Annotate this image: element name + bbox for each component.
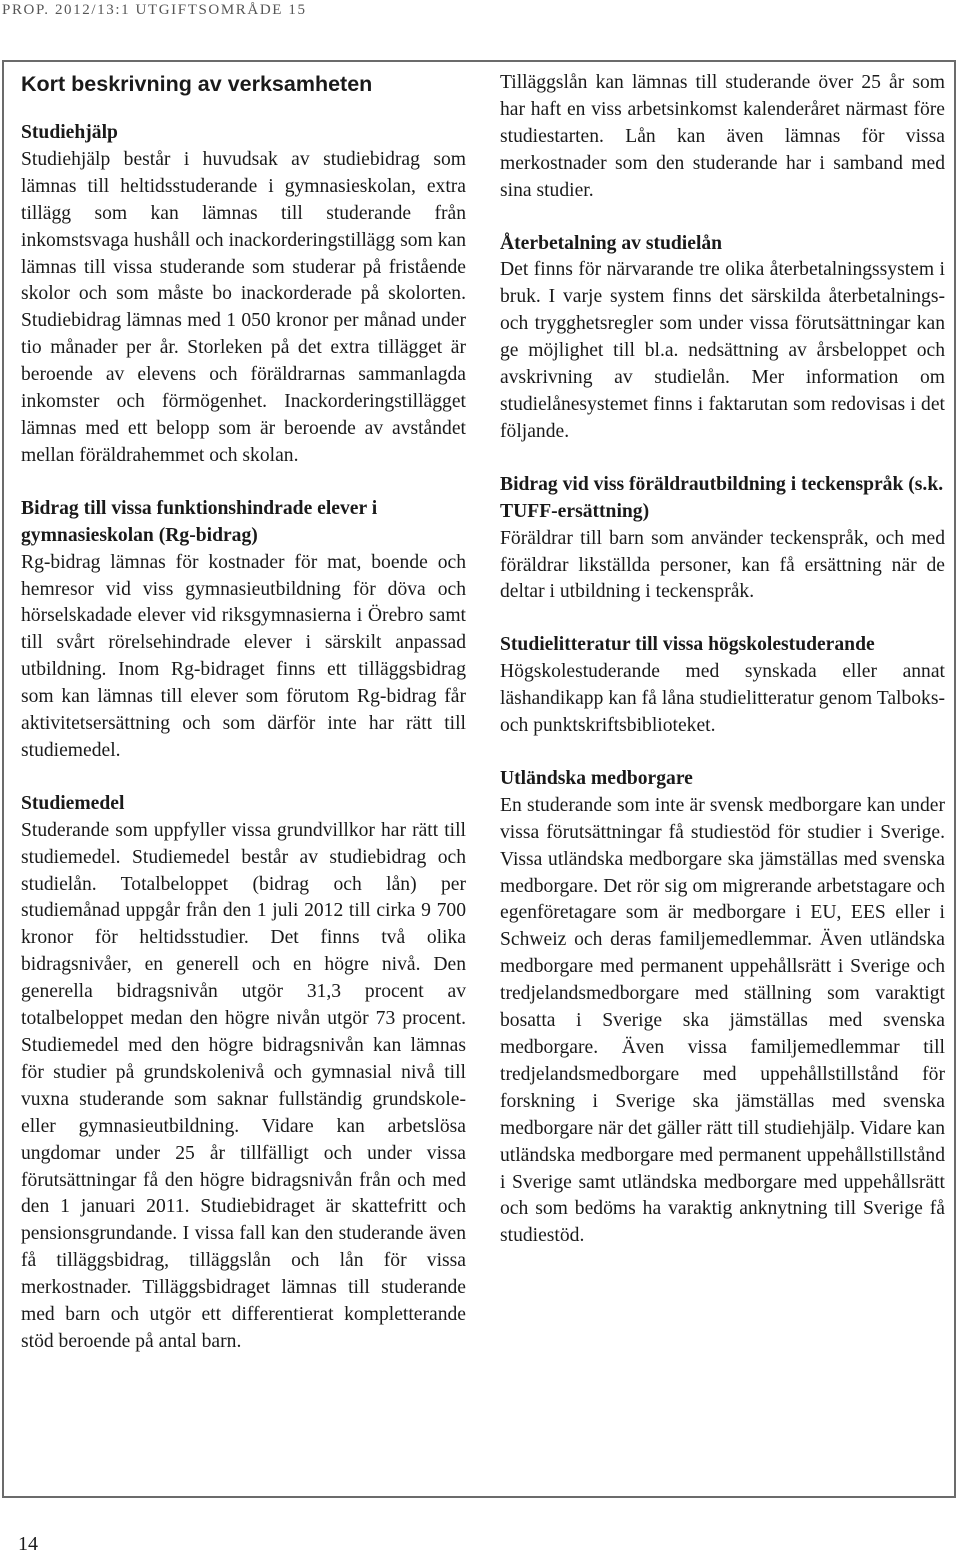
section-text: Högskolestuderande med synskada eller annat läshandikapp kan få låna studielitteratur genom Talboks- och punktskriftsbiblioteket. [500,661,945,737]
section-heading: Studielitteratur till vissa högskolestuderande [500,634,875,656]
section-rg-bidrag [21,496,466,765]
section-text: Studerande som uppfyller vissa grundvillkor har rätt till studiemedel. Studiemedel består av studiebidrag och studielån. Totalbeloppet (bidrag och lån) per studiemånad uppgår från den 1 juli 2012 till cirka 9 700 kronor för heltidsstudier. Det finns två olika bidragsnivåer, en generell och en högre nivå. Den generella bidragsnivån utgör 31,3 procent av totalbeloppet medan den högre nivån utgör 73 procent. Studiemedel med den högre bidragsnivån kan lämnas för studier på grundskolenivå och gymnasial nivå till vuxna studerande som saknar fullständig grundskole- eller gymnasieutbildning. Vidare kan arbetslösa ungdomar under 25 år tillfälligt och under vissa förutsättningar få den högre bidragsnivån från och med den 1 januari 2011. Studiebidraget är skattefritt och pensionsgrundande. I vissa fall kan den studerande även få tilläggsbidrag, tilläggslån och lån för vissa merkostnader. Tilläggsbidraget lämnas till studerande med barn och utgör ett differentierat kompletterande stöd beroende på antal barn. [21,819,466,1352]
running-head: PROP. 2012/13:1 UTGIFTSOMRÅDE 15 [2,2,307,18]
section-text: Studiehjälp består i huvudsak av studiebidrag som lämnas till heltidsstuderande i gymnasieskolan, extra tillägg som kan lämnas till studerande från inkomstsvaga hushåll och inackorderingstillägg som kan lämnas till vissa studerande som studerar på fristående skolor och som måste bo inackorderade på skolorten. Studiebidrag lämnas med 1 050 kronor per månad under tio månader per år. Storleken på det extra tillägget är beroende av elevens och föräldrarnas sammanlagda inkomster och förmögenhet. Inackorderingstillägget lämnas med ett belopp som är beroende av avståndet mellan föräldrahemmet och skolan. [21,148,466,466]
right-column [500,70,945,1276]
section-heading: Studiemedel [21,792,125,814]
section-text: Tilläggslån kan lämnas till studerande över 25 år som har haft en viss arbetsinkomst kalenderåret närmast före studiestarten. Lån kan även lämnas för vissa merkostnader som den studerande har i samband med sina studier. [500,72,945,201]
section-heading: Bidrag till vissa funktionshindrade elever i gymnasieskolan (Rg-bidrag) [21,497,378,546]
section-studiemedel [21,791,466,1356]
section-heading: Återbetalning av studielån [500,232,723,254]
left-column [21,70,466,1382]
section-heading: Utländska medborgare [500,767,693,789]
section-text: Det finns för närvarande tre olika återbetalningssystem i bruk. I varje system finns det särskilda återbetalnings- och trygghetsregler som under vissa förutsättningar kan ge möjlighet till bl.a. nedsättning av årsbeloppet och avskrivning av studielån. Mer information om studielånesystemet finns i faktarutan som redovisas i det följande. [500,259,945,442]
section-tillaggslan [500,70,945,205]
section-tuff-ersattning [500,472,945,607]
section-text: Föräldrar till barn som använder teckenspråk, och med föräldrar likställda personer, kan få ersättning när de deltar i utbildning i teckenspråk. [500,527,945,603]
page-number: 14 [18,1533,38,1555]
box-title: Kort beskrivning av verksamheten [21,72,373,96]
section-heading: Bidrag vid viss föräldrautbildning i teckenspråk (s.k. TUFF-ersättning) [500,473,944,522]
section-studielitteratur [500,632,945,740]
section-utlandska-medborgare [500,766,945,1250]
section-studiehjalp [21,120,466,470]
section-aterbetalning [500,231,945,446]
section-text: En studerande som inte är svensk medborgare kan under vissa förutsättningar få studiestöd för studier i Sverige. Vissa utländska medborgare ska jämställas med svenska medborgare. Det rör sig om migrerande arbetstagare och egenföretagare som är medborgare i EU, EES eller i Schweiz och deras familjemedlemmar. Även utländska medborgare med permanent uppehållsrätt i Sverige och tredjelandsmedborgare med ställning som varaktigt bosatta i Sverige ska jämställas med svenska medborgare. Även vissa familjemedlemmar till tredjelandsmedborgare med uppehållstillstånd för forskning i Sverige ska jämställas med svenska medborgare när det gäller rätt till studiehjälp. Vidare kan utländska medborgare med permanent uppehållstillstånd i Sverige samt utländska medborgare med uppehållsrätt och som bedöms ha varaktig anknytning till Sverige få studiestöd. [500,794,945,1247]
section-text: Rg-bidrag lämnas för kostnader för mat, boende och hemresor vid viss gymnasieutbildning för döva och hörselskadade elever vid riksgymnasierna i Örebro samt till svårt rörelsehindrade elever i särskilt anpassad utbildning. Inom Rg-bidraget finns ett tilläggsbidrag som kan lämnas till elever som förutom Rg-bidrag får aktivitetsersättning och som därför inte har rätt till studiemedel. [21,551,466,761]
fact-box [2,60,956,1498]
section-heading: Studiehjälp [21,122,118,143]
